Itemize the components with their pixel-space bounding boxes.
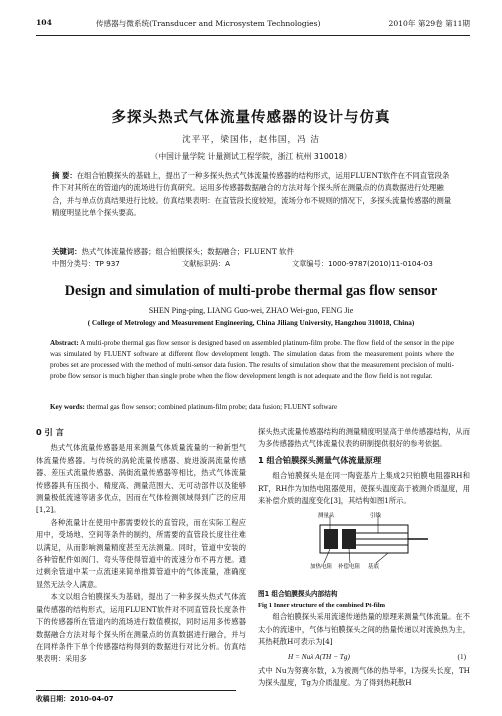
running-header — [36, 18, 470, 36]
zh-title: 多探头热式气体流量传感器的设计与仿真 — [111, 110, 391, 126]
page-number: 104 — [36, 18, 52, 27]
equation-1 — [258, 651, 470, 663]
equation-1-number: (1) — [457, 652, 466, 661]
en-affiliation: ( College of Metrology and Measurement Engineering, China Jiliang University, Hangzhou 310018, China) — [87, 319, 415, 327]
intro-paragraph-3: 本文以组合铂膜探头为基础，提出了一种多探头热式气体流量传感器的结构形式，运用FLUENT软件对不同直管段长度条件下的传感器所在管道内的流场进行数值模拟，同时运用多传感器数据融合方法对每个探头所在测量点的仿真数据进行融合，并与在同样条件下单个传感器结构得到的数据进行对比分析。仿真结果表明：采用多 — [36, 592, 246, 664]
intro-heading: 0 引 言 — [36, 427, 64, 437]
label-probe: 测量头 — [318, 513, 335, 520]
en-abstract-text: A multi-probe thermal gas flow sensor is designed based on assembled platinum-film probe. The flow field of the sensor in the pipe was simulated by FLUENT software at different flow development length. The simulation datas from the measurement points where the probes set are processed with the method of multi-sensor data fusion. The results of simulation show that the measurement precision of multi-probe flow sensor is much higher than single probe when the flow development length is not adequate and the flow field is not regular. — [50, 339, 454, 380]
section-1-paragraph-2: 组合铂膜探头采用流速传递热量的原理来测量气体流量。在不太小的流速中，气体与铂膜探头之间的热量传递以对流换热为主，其热耗散H可表示为[4] — [258, 612, 470, 647]
en-abstract — [50, 338, 454, 382]
zh-keywords — [52, 246, 454, 257]
zh-abstract — [52, 170, 454, 219]
zh-abstract-label: 摘 要： — [52, 171, 77, 180]
article-number: 文章编号：1000-9787(2010)11-0104-03 — [292, 259, 433, 268]
compensation-resistor-shape — [342, 529, 356, 549]
label-temp: 补偿电阻 — [338, 564, 361, 571]
journal-name: 传感器与微系统(Transducer and Microsystem Technologies) — [96, 19, 321, 28]
callout-substrate — [376, 553, 388, 563]
zh-keywords-text: 热式气体流量传感器；组合铂膜探头；数据融合；FLUENT 软件 — [81, 247, 294, 256]
right-paragraph-1: 探头热式流量传感器结构的测量精度明显高于单传感器结构，从而为多传感器热式气体流量仪表的研制提供很好的参考依据。 — [258, 427, 470, 449]
label-heat: 加热电阻 — [310, 564, 333, 571]
clc-number: 中图分类号：TP 937 — [52, 259, 120, 268]
zh-abstract-text: 在组合铂膜探头的基础上，提出了一种多探头热式气体流量传感器的结构形式，运用FLUENT软件在不同直管段条件下对其所在的管道内的流场进行仿真研究。运用多传感器数据融合的方法对每个探头所在测量点的仿真数据进行处理融合，并与单点仿真结果进行比较。仿真结果表明：在直管段长度较短，流场分布不规则的情况下，多探头流量传感器的测量精度明显比单个探头要高。 — [52, 171, 452, 217]
section-1-paragraph-1: 组合铂膜探头是在同一陶瓷基片上集成2只铂膜电阻器RH和RT，RH作为加热电阻器使用，使探头温度高于被测介质温度，用来补偿介质的温度变化[3]，其结构如图1所示。 — [258, 471, 470, 506]
probe-structure-diagram — [258, 511, 470, 587]
en-keywords-label: Key words: — [50, 403, 85, 411]
right-column — [258, 426, 470, 690]
issue-info: 2010年 第29卷 第11期 — [388, 19, 470, 28]
zh-keywords-label: 关键词： — [52, 247, 82, 256]
intro-paragraph-1: 热式气体流量传感器是用来测量气体质量流量的一种新型气体流量传感器。与传统的涡轮流量传感器、旋进漩涡流量传感器、差压式流量传感器、涡街流量传感器等相比，热式气体流量传感器具有压损小、精度高、测量范围大、无可动部件以及能够测量极低流速等诸多优点，因而在气体检测领域得到广泛的应用[1,2]。 — [36, 443, 246, 515]
zh-authors: 沈平平，梁国伟，赵伟国，冯 洁 — [181, 135, 321, 145]
figure-1-caption-zh: 图1 组合铂膜探头内部结构 — [258, 590, 338, 599]
en-title: Design and simulation of multi-probe thermal gas flow sensor — [64, 283, 438, 299]
figure-1 — [258, 511, 470, 587]
figure-1-caption-en: Fig 1 Inner structure of the combined Pt-film — [258, 602, 386, 610]
section-1-heading: 1 组合铂膜探头测量气体流量原理 — [258, 454, 382, 465]
received-date: 收稿日期：2010-04-07 — [36, 690, 236, 703]
label-substrate: 基底 — [368, 564, 380, 571]
intro-paragraph-2: 各种流量计在使用中都需要较长的直管段，而在实际工程应用中，受场地、空间等条件的制约，所需要的直管段长度往往难以满足，从而影响测量精度甚至无法测量。同时，管道中安装的各种管配件如阀门、弯头等使得管道中的流速分布不再方便。通过剩余管道中某一点流速来简单推算管道中的气体流量，准确度显然无法令人满意。 — [36, 517, 246, 589]
section-1-paragraph-3: 式中 Nu为努赛尔数，λ为被测气体的热导率，l为探头长度，TH为探头温度，Tg为介质温度。为了得到热耗散H — [258, 666, 470, 688]
left-column — [36, 426, 246, 666]
heating-resistor-shape — [324, 529, 338, 549]
en-authors: SHEN Ping-ping, LIANG Guo-wei, ZHAO Wei-guo, FENG Jie — [148, 306, 354, 315]
equation-1-body: H = Nuλ A(TH − Tg) — [288, 652, 350, 661]
en-keywords-text: thermal gas flow sensor; combined platinum-film probe; data fusion; FLUENT software — [86, 403, 338, 411]
doc-code: 文献标识码：A — [182, 259, 231, 268]
label-lead: 引线 — [370, 513, 382, 520]
zh-affiliation: （中国计量学院 计量测试工程学院，浙江 杭州 310018） — [150, 152, 352, 161]
en-abstract-label: Abstract: — [50, 339, 79, 347]
en-keywords — [50, 403, 454, 411]
